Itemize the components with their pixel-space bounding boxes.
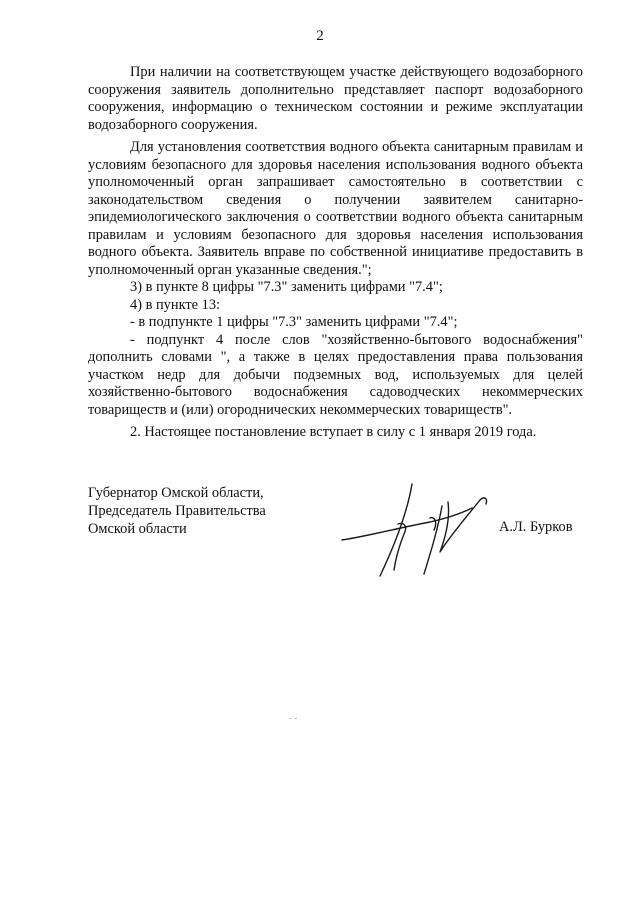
signatory-name: А.Л. Бурков bbox=[499, 519, 573, 535]
signatory-title-line-1: Губернатор Омской области, bbox=[88, 485, 264, 501]
handwritten-signature bbox=[338, 478, 508, 578]
paragraph-item-13: 4) в пункте 13: bbox=[130, 296, 221, 313]
signatory-title-line-2: Председатель Правительства bbox=[88, 503, 266, 519]
scan-marks: . . bbox=[289, 712, 298, 721]
signatory-title-line-3: Омской области bbox=[88, 521, 187, 537]
paragraph-subitem-1: - в подпункте 1 цифры "7.3" заменить цифрами "7.4"; bbox=[130, 314, 458, 330]
paragraph-item-8: 3) в пункте 8 цифры "7.3" заменить цифрами "7.4"; bbox=[130, 279, 443, 295]
signatory-block bbox=[88, 484, 266, 538]
paragraph-water-intake: При наличии на соответствующем участке действующего водозаборного сооружения заявитель дополнительно представляет паспорт водозаборного сооружения, информацию о техническом состоянии и режиме эксплуатации водозаборного сооружения. bbox=[88, 64, 583, 133]
paragraph-effective-date: 2. Настоящее постановление вступает в силу с 1 января 2019 года. bbox=[130, 424, 537, 440]
paragraph-sanitary-compliance: Для установления соответствия водного объекта санитарным правилам и условиям безопасного для здоровья населения использования водного объекта уполномоченный орган запрашивает самостоятельно в соответствии с законодательством сведения о получении заявителем санитарно-эпидемиологического заключения о соответствии водного объекта санитарным правилам и условиям безопасного для здоровья населения использования водного объекта. Заявитель вправе по собственной инициативе предоставить в уполномоченный орган указанные сведения."; bbox=[88, 139, 583, 278]
document-body bbox=[88, 64, 583, 442]
page-number: 2 bbox=[316, 28, 324, 44]
paragraph-subitem-4: - подпункт 4 после слов "хозяйственно-бытового водоснабжения" дополнить словами ", а также в целях предоставления права пользования участком недр для добычи подземных вод, используемых для целей хозяйственно-бытового водоснабжения садоводческих некоммерческих товариществ и (или) огороднических некоммерческих товариществ". bbox=[88, 331, 583, 418]
